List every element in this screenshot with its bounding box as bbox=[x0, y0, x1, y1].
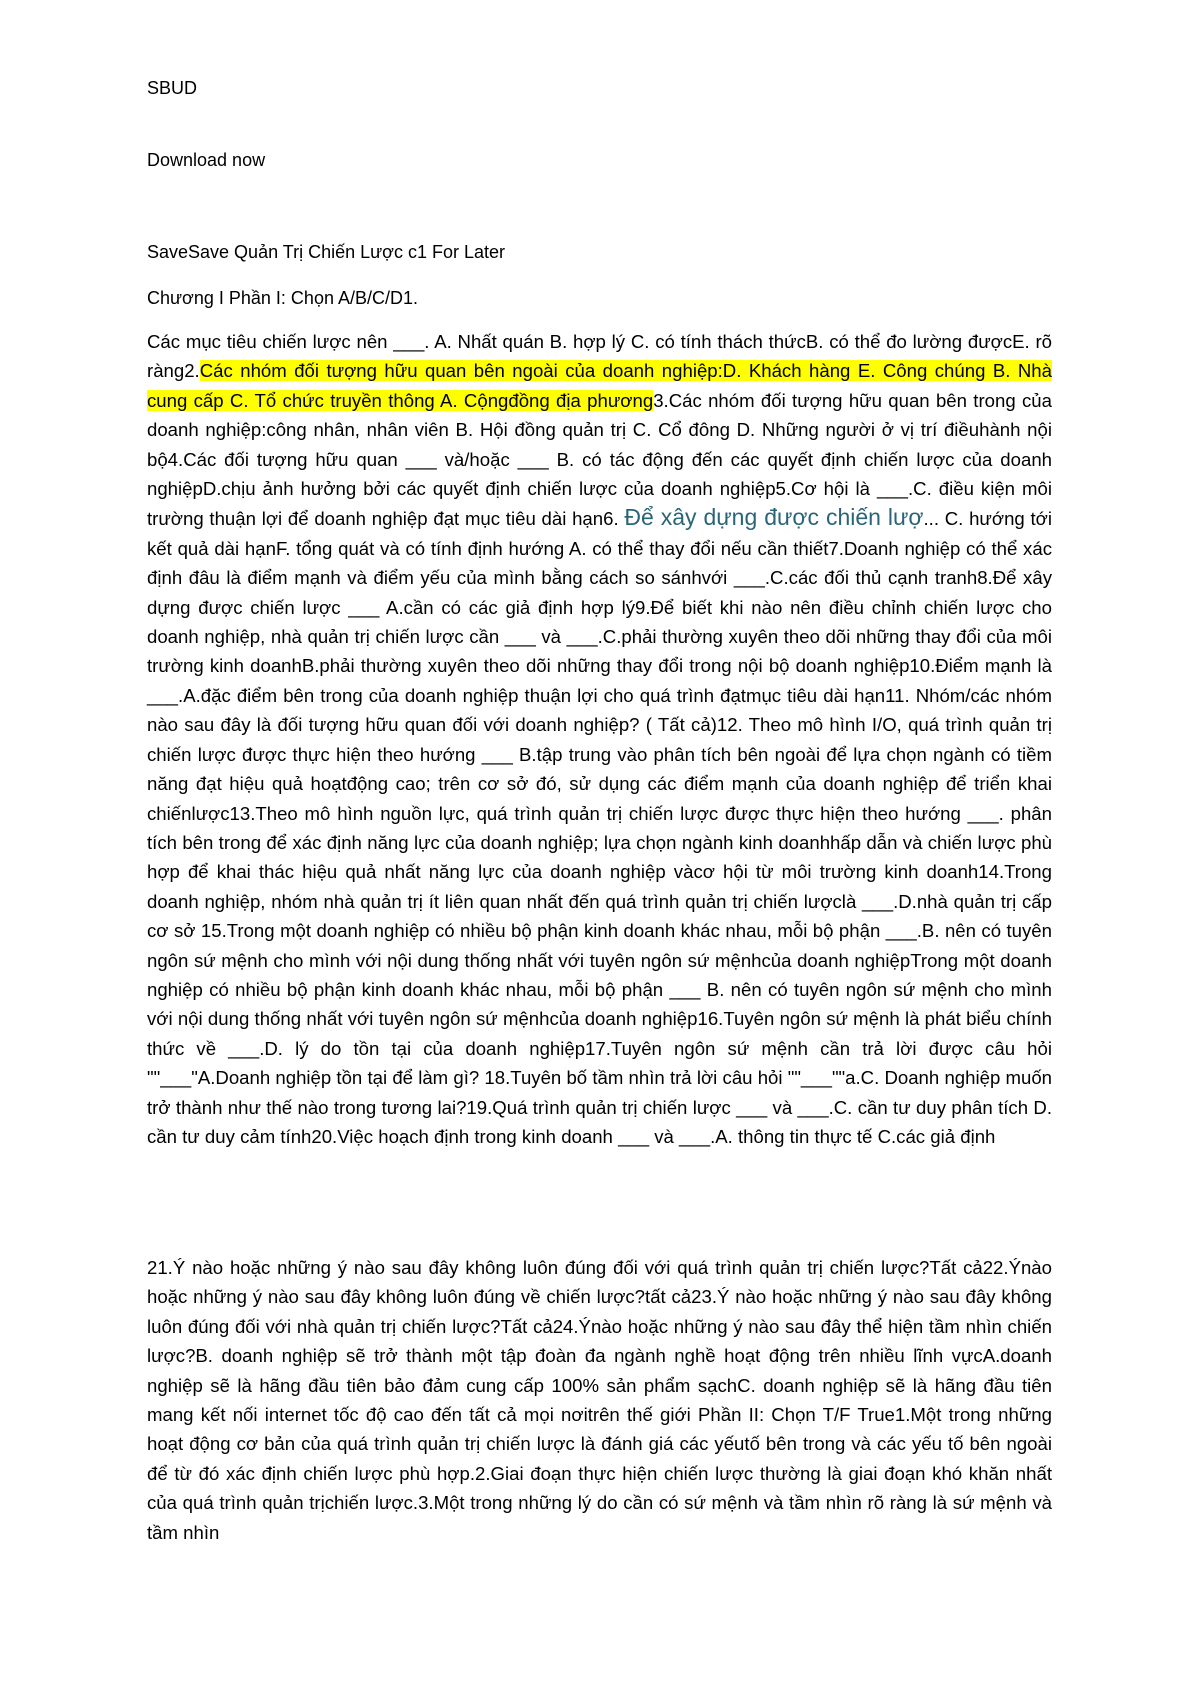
text-segment: 3.Các nhóm đối tượng hữu quan bên trong của doanh nghiệp:công nhân, nhân viên B. Hội đồng quản trị C. Cổ đông D. Những người ở vị trí điềuhành nội bộ4.Các đối tượng hữu quan ___ và/hoặc ___ B. có tác động đến các quyết định chiến lược của doanh nghiệpD.chịu ảnh hưởng bởi các quyết định chiến lược của doanh nghiệp5.Cơ hội là ___.C. điều kiện môi trường thuận lợi để doanh nghiệp đạt mục tiêu dài hạn6. bbox=[147, 389, 1052, 530]
highlighted-text: Các nhóm đối tượng hữu quan bên ngoài của doanh nghiệp:D. Khách hàng E. Công chúng B. Nhà cung cấp C. Tổ chức truyền thông A. Cộngđồng địa phương bbox=[147, 360, 1052, 411]
site-name: SBUD bbox=[147, 78, 198, 98]
enlarged-text: Để xây dựng được chiến lượ bbox=[624, 504, 924, 531]
text-segment: Các mục tiêu chiến lược nên ___. A. Nhất quán B. hợp lý C. có tính thách thứcB. có thể đo lường đượcE. rõ ràng2. bbox=[147, 331, 1052, 382]
document-title: SaveSave Quản Trị Chiến Lược c1 For Later bbox=[147, 242, 506, 262]
text-segment: ... C. hướng tới kết quả dài hạnF. tổng quát và có tính định hướng A. có thể thay đổi nếu cần thiết7.Doanh nghiệp có thể xác định đâu là điểm mạnh và điểm yếu của mình bằng cách so sánhvới ___.C.các đối thủ cạnh tranh8.Để xây dựng được chiến lược ___ A.cần có các giả định hợp lý9.Để biết khi nào nên điều chỉnh chiến lược cho doanh nghiệp, nhà quản trị chiến lược cần ___ và ___.C.phải thường xuyên theo dõi những thay đổi của môi trường kinh doanhB.phải thường xuyên theo dõi những thay đổi trong nội bộ doanh nghiệp10.Điểm mạnh là ___.A.đặc điểm bên trong của doanh nghiệp thuận lợi cho quá trình đạtmục tiêu dài hạn11. Nhóm/các nhóm nào sau đây là đối tượng hữu quan đối với doanh nghiệp? ( Tất cả)12. Theo mô hình I/O, quá trình quản trị chiến lược được thực hiện theo hướng ___ B.tập trung vào phân tích bên ngoài để lựa chọn ngành có tiềm năng đạt hiệu quả hoạtđộng cao; trên cơ sở đó, sử dụng các điểm mạnh của doanh nghiệp để triển khai chiếnlược13.Theo mô hình nguồn lực, quá trình quản trị chiến lược được thực hiện theo hướng ___. phân tích bên trong để xác định năng lực của doanh nghiệp; lựa chọn ngành kinh doanhhấp dẫn và chiến lược phù hợp để khai thác hiệu quả nhất năng lực của doanh nghiệp vàcơ hội từ môi trường kinh doanh14.Trong doanh nghiệp, nhóm nhà quản trị ít liên quan nhất đến quá trình quản trị chiến lượclà ___.D.nhà quản trị cấp cơ sở 15.Trong một doanh nghiệp có nhiều bộ phận kinh doanh khác nhau, mỗi bộ phận ___.B. nên có tuyên ngôn sứ mệnh cho mình với nội dung thống nhất với tuyên ngôn sứ mệnhcủa doanh nghiệpTrong một doanh nghiệp có nhiều bộ phận kinh doanh khác nhau, mỗi bộ phận ___ B. nên có tuyên ngôn sứ mệnh cho mình với nội dung thống nhất với tuyên ngôn sứ mệnhcủa doanh nghiệp16.Tuyên ngôn sứ mệnh là phát biểu chính thức về ___.D. lý do tồn tại của doanh nghiệp17.Tuyên ngôn sứ mệnh cần trả lời được câu hỏi ""___"A.Doanh nghiệp tồn tại để làm gì? 18.Tuyên bố tầm nhìn trả lời câu hỏi ""___""a.C. Doanh nghiệp muốn trở thành như thế nào trong tương lai?19.Quá trình quản trị chiến lược ___ và ___.C. cần tư duy phân tích D. cần tư duy cảm tính20.Việc hoạch định trong kinh doanh ___ và ___.A. thông tin thực tế C.các giả định bbox=[147, 508, 1052, 1147]
question-paragraph-1 bbox=[147, 327, 1052, 1151]
chapter-heading: Chương I Phần I: Chọn A/B/C/D1. bbox=[147, 288, 418, 308]
question-paragraph-2: 21.Ý nào hoặc những ý nào sau đây không luôn đúng đối với quá trình quản trị chiến lược?Tất cả22.Ýnào hoặc những ý nào sau đây không luôn đúng về chiến lược?tất cả23.Ý nào hoặc những ý nào sau đây không luôn đúng đối với nhà quản trị chiến lược?Tất cả24.Ýnào hoặc những ý nào sau đây thể hiện tầm nhìn chiến lược?B. doanh nghiệp sẽ trở thành một tập đoàn đa ngành nghề hoạt động trên nhiều lĩnh vựcA.doanh nghiệp sẽ là hãng đầu tiên bảo đảm cung cấp 100% sản phẩm sạchC. doanh nghiệp sẽ là hãng đầu tiên mang kết nối internet tốc độ cao đến tất cả mọi nơitrên thế giới Phần II: Chọn T/F True1.Một trong những hoạt động cơ bản của quá trình quản trị chiến lược là đánh giá các yếutố bên trong và các yếu tố bên ngoài để từ đó xác định chiến lược phù hợp.2.Giai đoạn thực hiện chiến lược thường là giai đoạn khó khăn nhất của quá trình quản trịchiến lược.3.Một trong những lý do cần có sứ mệnh và tầm nhìn rõ ràng là sứ mệnh và tầm nhìn bbox=[147, 1257, 1052, 1543]
download-link[interactable]: Download now bbox=[147, 150, 266, 170]
